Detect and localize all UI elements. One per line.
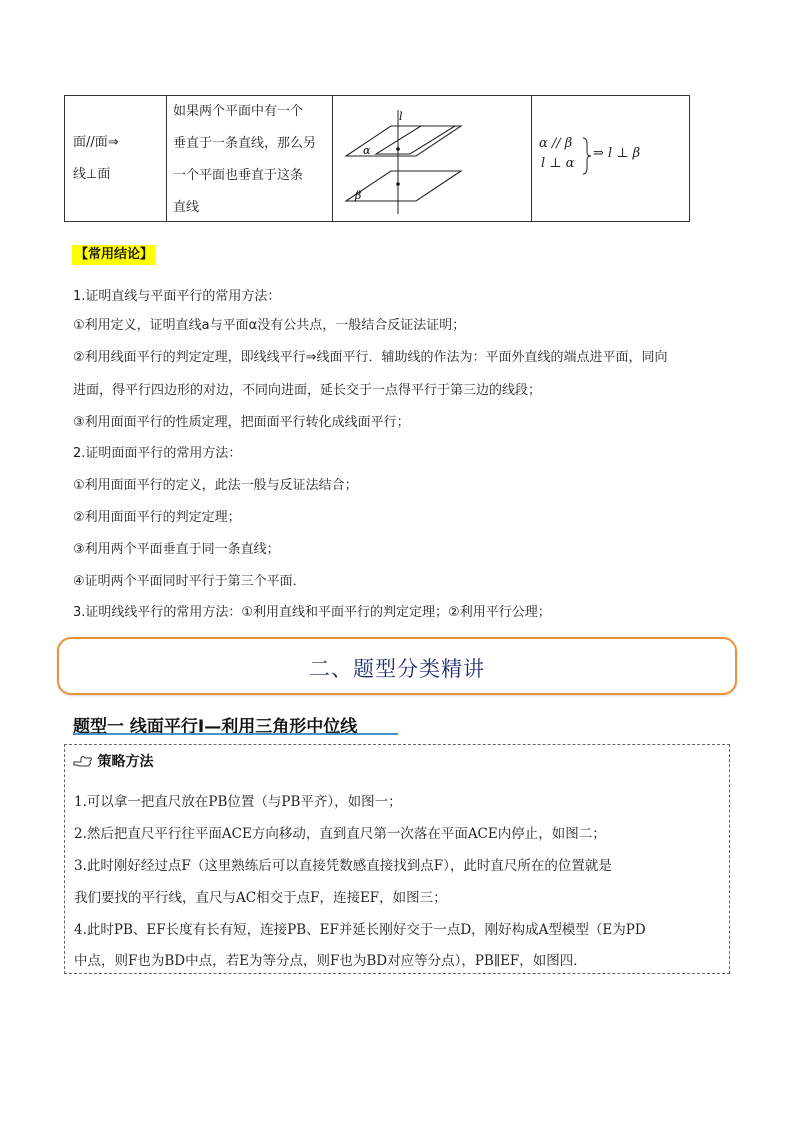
pointing-hand-icon (73, 754, 93, 768)
conclusion-line: 2.证明面面平行的常用方法： (73, 446, 242, 461)
section-banner (57, 637, 737, 695)
theorem-name: 面//面⇒ 线⊥面 (73, 135, 119, 182)
strategy-box (64, 744, 730, 974)
conclusions-tag: 【常用结论】 (72, 245, 156, 265)
conclusion-line: 1.证明直线与平面平行的常用方法： (73, 289, 281, 304)
conclusion-line: 3.证明线线平行的常用方法：①利用直线和平面平行的判定定理；②利用平行公理； (73, 605, 551, 620)
brace-icon (581, 136, 593, 176)
strategy-line: 1.可以拿一把直尺放在PB位置（与PB平齐），如图一； (74, 794, 402, 810)
label-beta: β (355, 189, 362, 202)
theorem-table: 面//面⇒ 线⊥面 如果两个平面中有一个 垂直于一条直线，那么另 一个平面也垂直于这条 直线 l α β α // β l ⊥ α ⇒ l ⊥ β (64, 95, 690, 222)
type-heading: 题型一 线面平行Ⅰ—利用三角形中位线 (73, 717, 358, 737)
label-alpha: α (363, 144, 371, 157)
conclusion-line: ①利用定义，证明直线a与平面α没有公共点，一般结合反证法证明； (73, 318, 466, 333)
conclusion-line: ③利用两个平面垂直于同一条直线； (73, 542, 280, 557)
planes-diagram (333, 96, 531, 222)
strategy-line: 我们要找的平行线，直尺与AC相交于点F，连接EF，如图三； (74, 890, 447, 906)
strategy-line: 4.此时PB、EF长度有长有短，连接PB、EF并延长刚好交于一点D，刚好构成A型模型（E为PD (74, 922, 646, 938)
conclusion-line: ④证明两个平面同时平行于第三个平面． (73, 574, 306, 589)
strategy-line: 2.然后把直尺平行往平面ACE方向移动，直到直尺第一次落在平面ACE内停止，如图二； (74, 826, 606, 842)
plane-beta (346, 171, 461, 201)
strategy-header (73, 751, 153, 771)
intersection-point (396, 147, 400, 151)
intersection-point (396, 182, 400, 186)
heading-underline (73, 733, 398, 735)
plane-alpha (376, 126, 455, 154)
conclusion-line: ①利用面面平行的定义，此法一般与反证法结合； (73, 478, 358, 493)
strategy-line: 中点，则F也为BD中点，若E为等分点，则F也为BD对应等分点），PB∥EF，如图四． (74, 953, 587, 969)
conclusion-line: ②利用线面平行的判定定理，即线线平行⇒线面平行．辅助线的作法为：平面外直线的端点进平面，同向 (73, 350, 668, 365)
conclusion-line: ③利用面面平行的性质定理，把面面平行转化成线面平行； (73, 415, 410, 430)
label-l: l (399, 110, 403, 123)
strategy-title: 策略方法 (97, 754, 154, 770)
section-title: 二、题型分类精讲 (309, 657, 485, 681)
theorem-statement: 如果两个平面中有一个 垂直于一条直线，那么另 一个平面也垂直于这条 直线 (173, 104, 317, 215)
conclusion-line: 进面，得平行四边形的对边，不同向进面，延长交于一点得平行于第三边的线段； (73, 383, 542, 398)
table-divider (166, 96, 167, 221)
table-divider (531, 96, 532, 221)
conclusion-line: ②利用面面平行的判定定理； (73, 510, 241, 525)
strategy-line: 3.此时刚好经过点F（这里熟练后可以直接凭数感直接找到点F），此时直尺所在的位置就是 (74, 858, 612, 874)
